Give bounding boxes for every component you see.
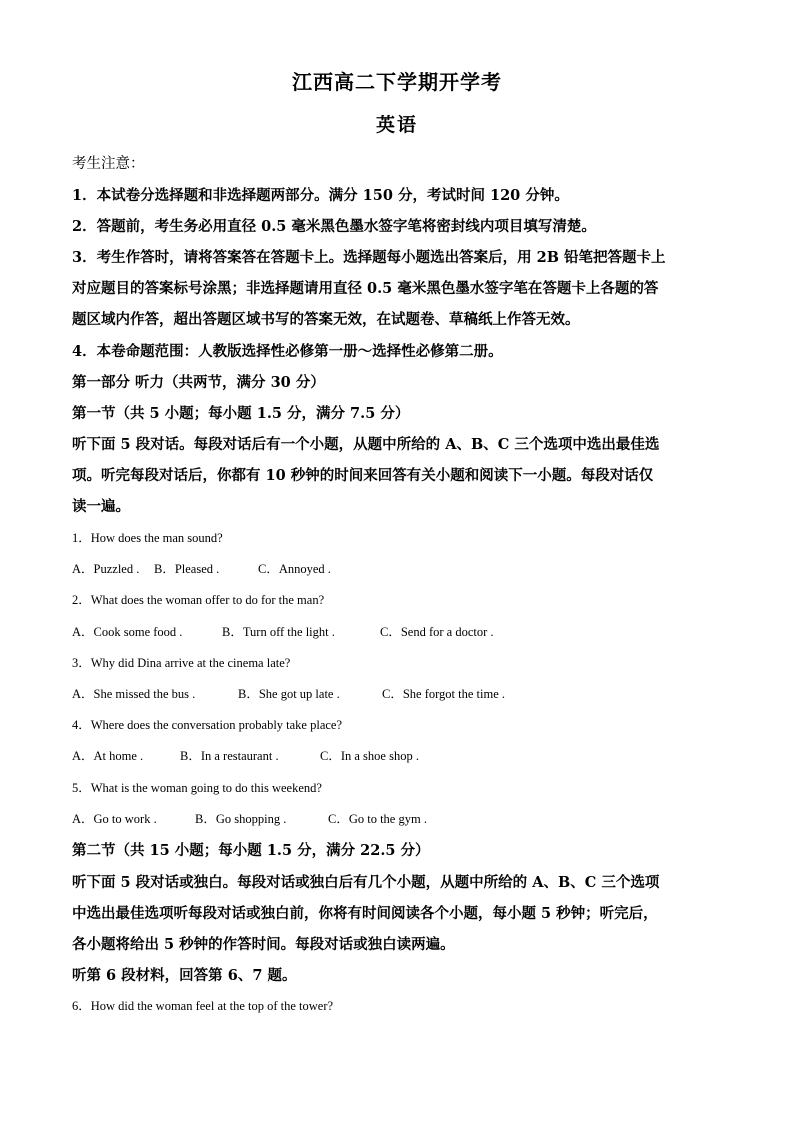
notice-line: 题区域内作答，超出答题区域书写的答案无效，在试题卷、草稿纸上作答无效。 — [72, 311, 580, 328]
question-2: 2．What does the woman offer to do for the man? — [72, 593, 325, 607]
notice-line: 2．答题前，考生务必用直径 0.5 毫米黑色墨水签字笔将密封线内项目填写清楚。 — [72, 218, 596, 235]
notice-line: 1．本试卷分选择题和非选择题两部分。满分 150 分，考试时间 120 分钟。 — [72, 187, 569, 204]
question-5: 5．What is the woman going to do this weekend? — [72, 781, 322, 795]
section2-instruction: 听下面 5 段对话或独白。每段对话或独白后有几个小题，从题中所给的 A、B、C 三个选项 — [72, 874, 660, 891]
option-a: A．Cook some food . — [72, 625, 183, 639]
option-b: B．In a restaurant . — [180, 749, 279, 763]
section1-instruction: 读一遍。 — [72, 498, 130, 515]
option-c: C．Annoyed . — [258, 562, 331, 576]
question-3: 3．Why did Dina arrive at the cinema late? — [72, 656, 291, 670]
option-c: C．Send for a doctor . — [380, 625, 494, 639]
options-3 — [72, 684, 732, 702]
section2-heading: 第二节（共 15 小题；每小题 1.5 分，满分 22.5 分） — [72, 842, 430, 859]
option-c: C．Go to the gym . — [328, 812, 427, 826]
option-a: A．Puzzled . — [72, 562, 140, 576]
option-a: A．At home . — [72, 749, 144, 763]
section1-heading: 第一节（共 5 小题；每小题 1.5 分，满分 7.5 分） — [72, 405, 410, 422]
option-b: B．She got up late . — [238, 687, 340, 701]
option-b: B．Turn off the light . — [222, 625, 335, 639]
section2-instruction: 中选出最佳选项听每段对话或独白前，你将有时间阅读各个小题，每小题 5 秒钟；听完后， — [72, 905, 658, 922]
options-1 — [72, 559, 732, 577]
option-c: C．She forgot the time . — [382, 687, 506, 701]
material-6-heading: 听第 6 段材料，回答第 6、7 题。 — [72, 967, 297, 984]
question-4: 4．Where does the conversation probably take place? — [72, 718, 343, 732]
section1-instruction: 听下面 5 段对话。每段对话后有一个小题，从题中所给的 A、B、C 三个选项中选出最佳选 — [72, 436, 660, 453]
part1-heading: 第一部分 听力（共两节，满分 30 分） — [72, 374, 325, 391]
option-b: B．Pleased . — [154, 562, 220, 576]
notice-heading: 考生注意： — [72, 156, 145, 172]
question-6: 6．How did the woman feel at the top of the tower? — [72, 999, 334, 1013]
option-a: A．She missed the bus . — [72, 687, 196, 701]
option-b: B．Go shopping . — [195, 812, 287, 826]
exam-subject: 英语 — [375, 114, 418, 136]
options-5 — [72, 809, 732, 827]
section2-instruction: 各小题将给出 5 秒钟的作答时间。每段对话或独白读两遍。 — [72, 936, 455, 953]
question-1: 1．How does the man sound? — [72, 531, 223, 545]
options-4 — [72, 746, 732, 764]
option-a: A．Go to work . — [72, 812, 157, 826]
exam-title: 江西高二下学期开学考 — [292, 70, 502, 94]
options-2 — [72, 622, 732, 640]
option-c: C．In a shoe shop . — [320, 749, 419, 763]
notice-line: 对应题目的答案标号涂黑；非选择题请用直径 0.5 毫米黑色墨水签字笔在答题卡上各题的答 — [72, 280, 659, 297]
section1-instruction: 项。听完每段对话后，你都有 10 秒钟的时间来回答有关小题和阅读下一小题。每段对话仅 — [72, 467, 654, 484]
notice-line: 4．本卷命题范围：人教版选择性必修第一册～选择性必修第二册。 — [72, 343, 503, 360]
notice-line: 3．考生作答时，请将答案答在答题卡上。选择题每小题选出答案后，用 2B 铅笔把答题卡上 — [72, 249, 666, 266]
